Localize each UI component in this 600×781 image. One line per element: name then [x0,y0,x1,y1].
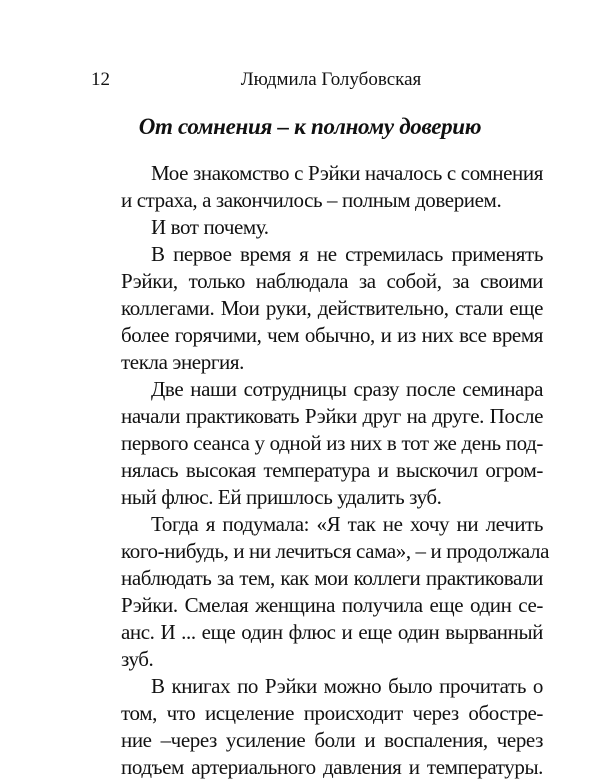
text-line: И вот почему. [151,215,269,239]
text-line: ный флюс. Ей пришлось удалить зуб. [121,485,442,509]
page-number: 12 [91,69,110,90]
text-line: Мое знакомство с Рэйки началось с сомнения [151,161,543,185]
text-line: первого сеанса у одной из них в тот же день под- [121,431,543,455]
text-line: более горячими, чем обычно, и из них все время [121,323,543,347]
text-line: Тогда я подумала: «Я так не хочу ни лечить [151,512,543,536]
paragraph [91,511,550,673]
paragraph [91,241,543,376]
text-line: ние –через усиление боли и воспаления, через [121,728,543,752]
text-line: коллегами. Мои руки, действительно, стали еще [121,296,543,320]
chapter-title: От сомнения – к полному доверию [138,114,482,139]
paragraph [91,673,543,781]
text-line: нялась высокая температура и выскочил огром- [121,458,543,482]
text-line: начали практиковать Рэйки друг на друге. После [121,404,543,428]
text-line: Две наши сотрудницы сразу после семинара [151,377,543,401]
text-line: анс. И ... еще один флюс и еще один вырванный [121,620,543,644]
text-line: В первое время я не стремилась применять [151,242,543,266]
text-line: подъем артериального давления и температуры. [121,755,543,779]
text-line: и страха, а закончилось – полным доверием. [121,188,502,212]
text-line: зуб. [121,647,154,671]
text-line: том, что исцеление происходит через обостре- [121,701,543,725]
running-head-author: Людмила Голубовская [240,69,422,90]
text-line: В книгах по Рэйки можно было прочитать о [151,674,543,698]
body-text [91,160,550,781]
paragraph [91,214,543,241]
paragraph [91,376,543,511]
text-line: Рэйки, только наблюдала за собой, за своими [121,269,543,293]
page-header [91,68,531,92]
text-line: текла энергия. [121,350,244,374]
text-line: Рэйки. Смелая женщина получила еще один се- [121,593,543,617]
text-line: кого-нибудь, и ни лечиться сама», – и продолжала [121,539,550,563]
paragraph [91,160,543,214]
text-line: наблюдать за тем, как мои коллеги практиковали [121,566,543,590]
